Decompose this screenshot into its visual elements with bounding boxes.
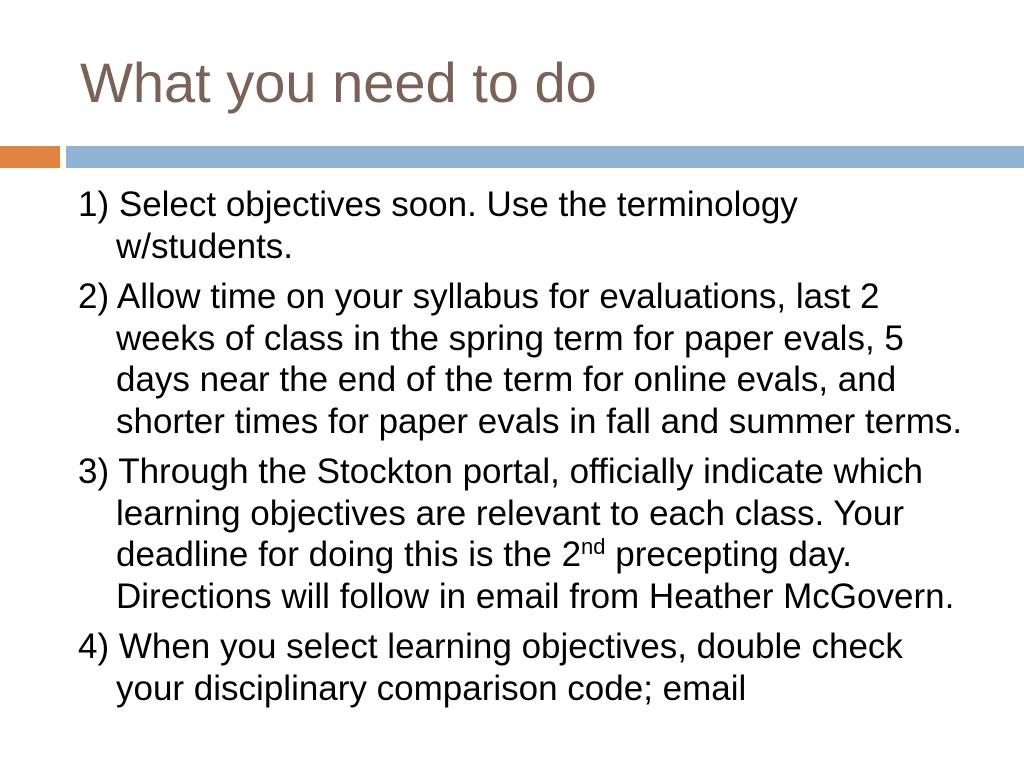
list-item-2	[78, 276, 978, 442]
objectives-list	[78, 184, 978, 718]
list-item-1-text: 1) Select objectives soon. Use the terminology w/students.	[78, 185, 798, 266]
slide-title: What you need to do	[80, 51, 597, 114]
list-item-1	[78, 184, 978, 267]
list-item-4-text: 4) When you select learning objectives, double check your disciplinary comparison code; email	[78, 627, 903, 708]
list-item-3	[78, 451, 978, 617]
list-item-3-text-start: 3) Through the Stockton portal, officially indicate which learning objectives are relevant to each class. Your deadline for doing this is the 2	[78, 452, 924, 574]
list-item-3-text-end: precepting day. Directions will follow in email from Heather McGovern.	[116, 535, 955, 616]
list-item-2-text: 2) Allow time on your syllabus for evaluations, last 2 weeks of class in the spring term for paper evals, 5 days near the end of the term for online evals, and shorter times for paper evals in fall and summer terms.	[78, 277, 963, 441]
ordinal-suffix: nd	[581, 534, 606, 559]
list-item-4	[78, 626, 978, 709]
title-underline-bar	[66, 146, 1024, 168]
accent-bar	[0, 146, 60, 168]
